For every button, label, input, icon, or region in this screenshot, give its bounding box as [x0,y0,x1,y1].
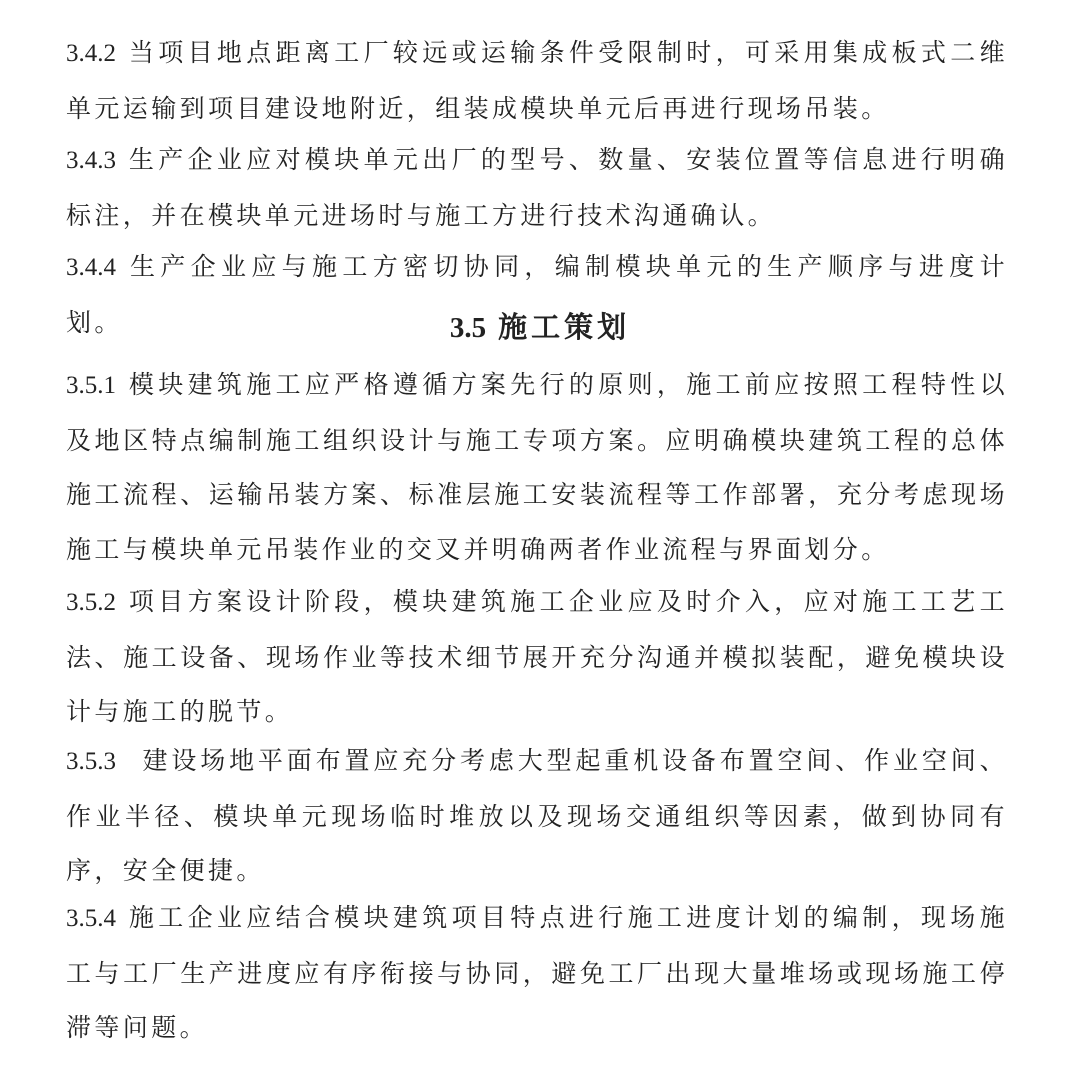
clause-text: 项目方案设计阶段，模块建筑施工企业应及时介入，应对施工工艺工法、施工设备、现场作业等技术细节展开充分沟通并模拟装配，避免模块设计与施工的脱节。 [66,587,1008,726]
clause-number: 3.4.4 [66,254,116,281]
clause-3-5-2 [66,575,1008,740]
clause-number: 3.5.4 [66,905,116,932]
clause-3-5-3 [66,734,1008,899]
clause-text: 模块建筑施工应严格遵循方案先行的原则，施工前应按照工程特性以及地区特点编制施工组织设计与施工专项方案。应明确模块建筑工程的总体施工流程、运输吊装方案、标准层施工安装流程等工作部署，充分考虑现场施工与模块单元吊装作业的交叉并明确两者作业流程与界面划分。 [66,370,1008,564]
section-number: 3.5 [449,312,487,344]
clause-3-4-3 [66,133,1008,243]
clause-3-5-4 [66,891,1008,1056]
clause-number: 3.4.3 [66,147,116,174]
clause-number: 3.4.2 [66,40,116,67]
clause-text: 当项目地点距离工厂较远或运输条件受限制时，可采用集成板式二维单元运输到项目建设地附近，组装成模块单元后再进行现场吊装。 [66,38,1008,123]
clause-text: 建设场地平面布置应充分考虑大型起重机设备布置空间、作业空间、作业半径、模块单元现场临时堆放以及现场交通组织等因素，做到协同有序，安全便捷。 [66,746,1008,885]
clause-text: 生产企业应与施工方密切协同，编制模块单元的生产顺序与进度计划。 [66,252,1008,337]
clause-number: 3.5.2 [66,589,116,616]
section-heading [0,300,1080,355]
section-title: 施工策划 [498,310,631,344]
clause-3-4-2 [66,26,1008,136]
clause-3-5-1 [66,358,1008,577]
clause-number: 3.5.1 [66,372,116,399]
clause-text: 生产企业应对模块单元出厂的型号、数量、安装位置等信息进行明确标注，并在模块单元进场时与施工方进行技术沟通确认。 [66,145,1008,230]
clause-number: 3.5.3 [66,748,116,775]
clause-text: 施工企业应结合模块建筑项目特点进行施工进度计划的编制，现场施工与工厂生产进度应有序衔接与协同，避免工厂出现大量堆场或现场施工停滞等问题。 [66,903,1008,1042]
